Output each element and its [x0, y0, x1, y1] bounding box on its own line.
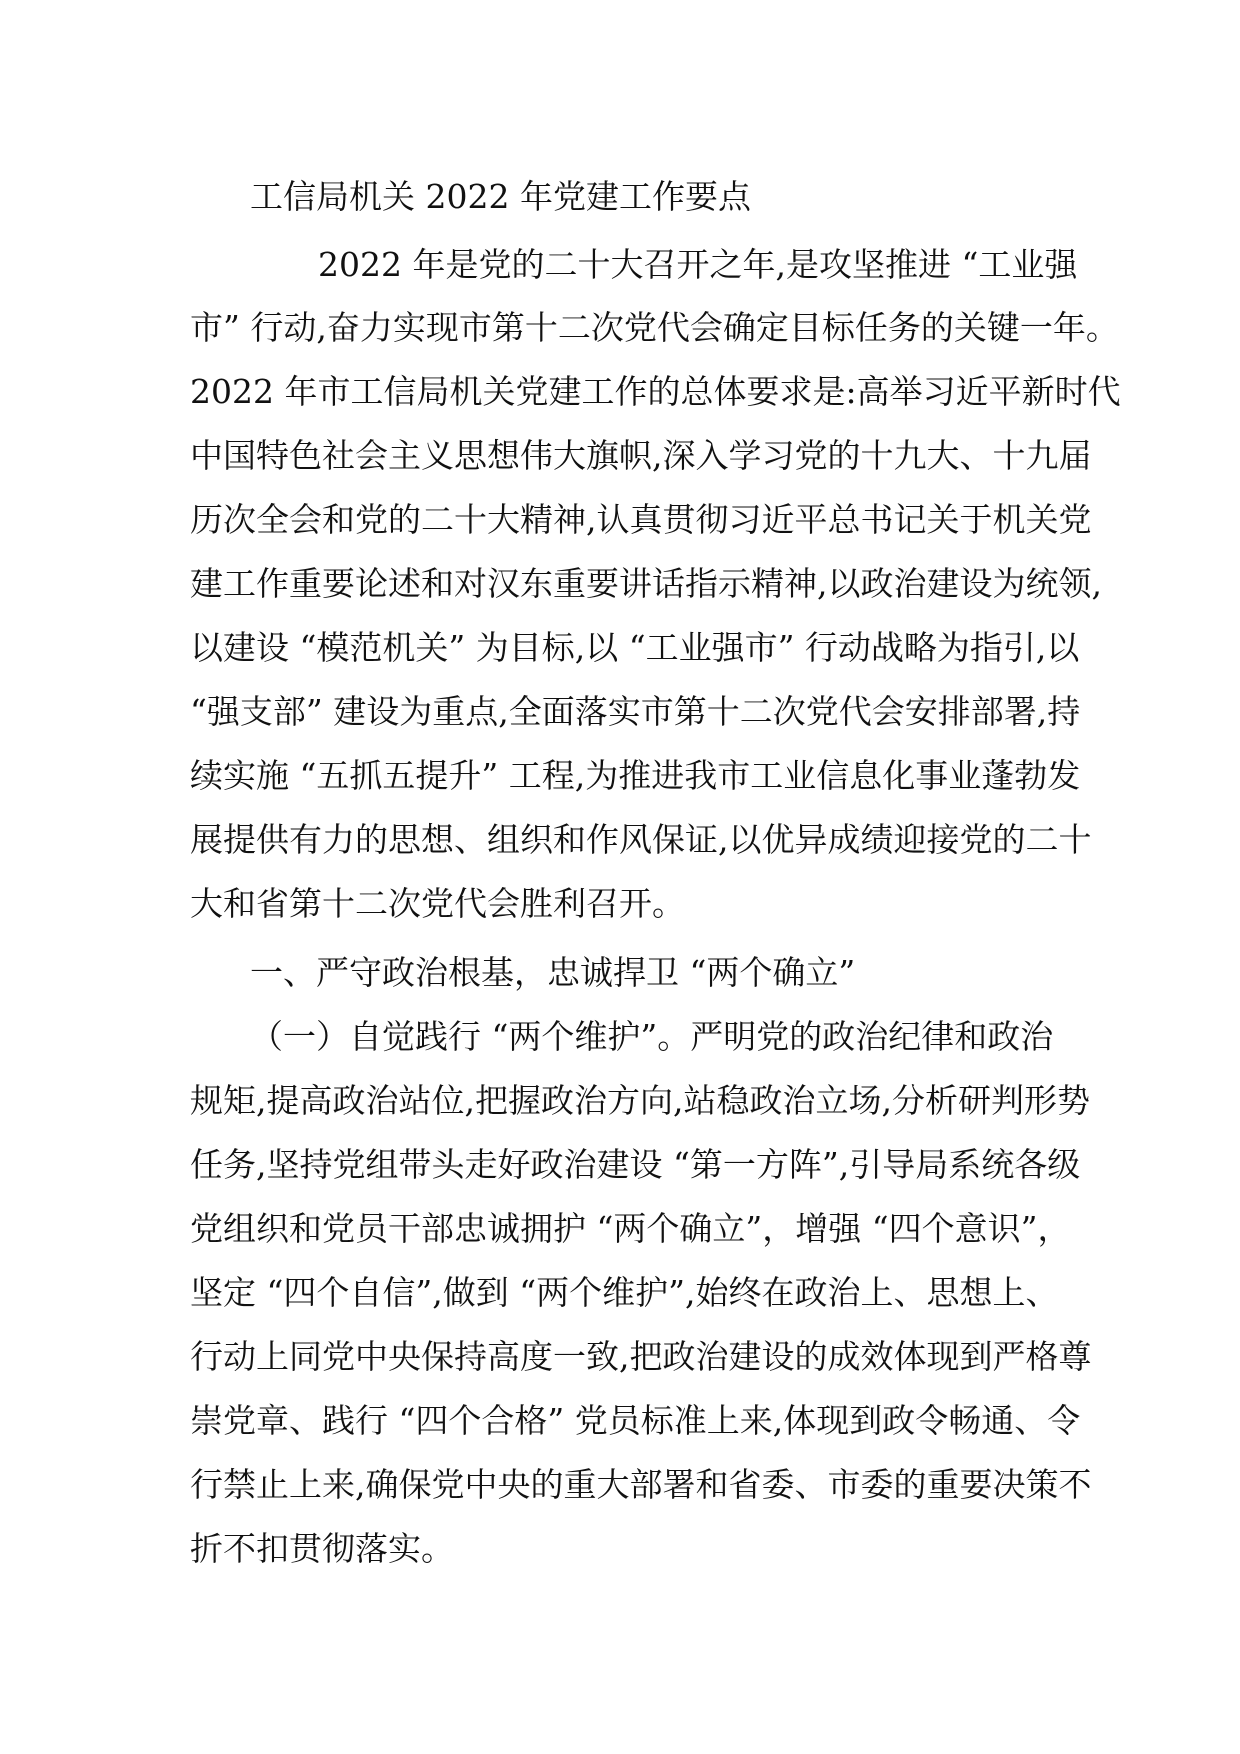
paragraph-line: 行动上同党中央保持高度一致,把政治建设的成效体现到严格尊 [190, 1337, 1092, 1376]
section-heading: 一、严守政治根基，忠诚捍卫 “两个确立” [250, 953, 856, 992]
paragraph-line: 规矩,提高政治站位,把握政治方向,站稳政治立场,分析研判形势 [190, 1081, 1090, 1120]
paragraph-line: （一）自觉践行 “两个维护”。严明党的政治纪律和政治 [250, 1017, 1054, 1056]
paragraph-line: 2022 年是党的二十大召开之年,是攻坚推进 “工业强 [318, 245, 1078, 284]
paragraph-line: “强支部” 建设为重点,全面落实市第十二次党代会安排部署,持 [190, 692, 1081, 731]
paragraph-line: 党组织和党员干部忠诚拥护 “两个确立”，增强 “四个意识”， [190, 1209, 1071, 1248]
paragraph-line: 续实施 “五抓五提升” 工程,为推进我市工业信息化事业蓬勃发 [190, 756, 1081, 795]
paragraph-line: 中国特色社会主义思想伟大旗帜,深入学习党的十九大、十九届 [190, 436, 1092, 475]
paragraph-line: 市” 行动,奋力实现市第十二次党代会确定目标任务的关键一年。 [190, 308, 1119, 347]
paragraph-line: 以建设 “模范机关” 为目标,以 “工业强市” 行动战略为指引,以 [190, 628, 1080, 667]
paragraph-line: 展提供有力的思想、组织和作风保证,以优异成绩迎接党的二十 [190, 820, 1092, 859]
paragraph-line: 坚定 “四个自信”,做到 “两个维护”,始终在政治上、思想上、 [190, 1273, 1059, 1312]
paragraph-line: 行禁止上来,确保党中央的重大部署和省委、市委的重要决策不 [190, 1465, 1092, 1504]
paragraph-line: 崇党章、践行 “四个合格” 党员标准上来,体现到政令畅通、令 [190, 1401, 1081, 1440]
paragraph-line: 任务,坚持党组带头走好政治建设 “第一方阵”,引导局系统各级 [190, 1145, 1081, 1184]
paragraph-line: 大和省第十二次党代会胜利召开。 [190, 884, 685, 923]
paragraph-line: 2022 年市工信局机关党建工作的总体要求是:高举习近平新时代 [190, 372, 1121, 411]
document-title: 工信局机关 2022 年党建工作要点 [250, 177, 751, 216]
paragraph-line: 建工作重要论述和对汉东重要讲话指示精神,以政治建设为统领, [190, 564, 1102, 603]
paragraph-line: 历次全会和党的二十大精神,认真贯彻习近平总书记关于机关党 [190, 500, 1092, 539]
paragraph-line: 折不扣贯彻落实。 [190, 1529, 454, 1568]
